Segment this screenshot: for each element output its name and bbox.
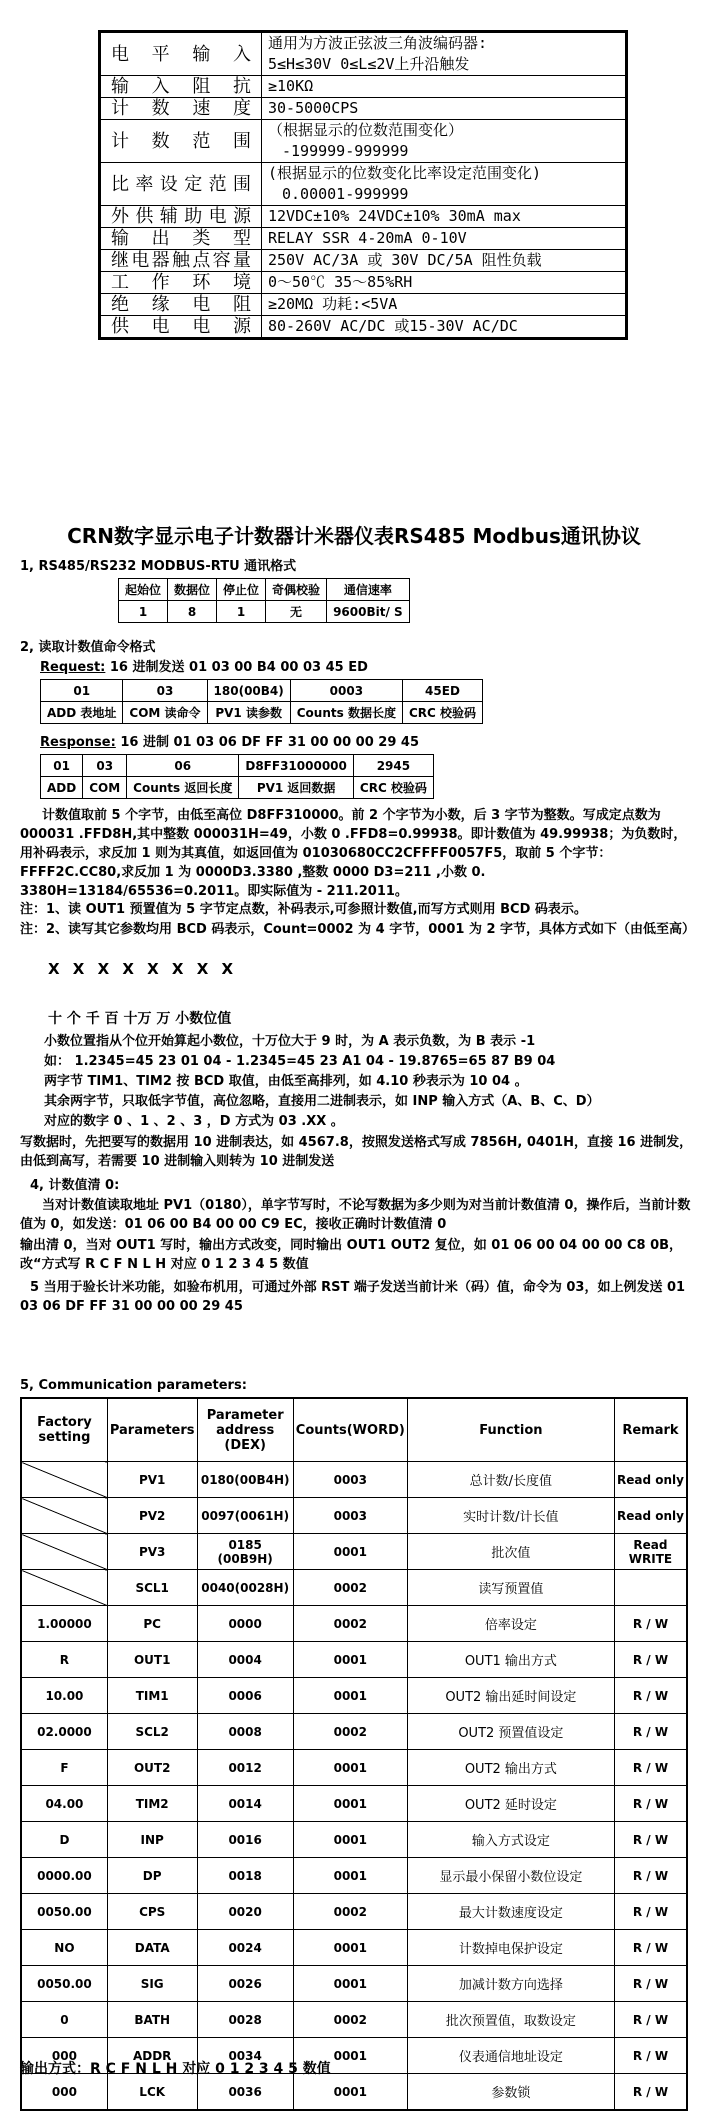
param-cell xyxy=(21,1498,107,1534)
param-cell: 0001 xyxy=(293,1930,407,1966)
para-decode: 计数值取前 5 个字节，由低至高位 D8FF310000。前 2 个字节为小数，后 3 字节为整数。写成定点数为 000031 .FFD8H,其中整数 000031H=49，小数 0 .FFD8=0.99938。即计数值为 49.99938；为负数时，用补码表示，求反加 1 则为其真值，如返回值为 01030680CC2CFFFF0057F5，取前 5 个字节：FFFF2C.CC80,求反加 1 为 0000D3.3380 ,整数 0000 D3=211 ,小数 0. 3380H=13184/65536=0.2011。即实际值为 - 211.2011。 xyxy=(20,808,687,899)
serial-header-cell: 起始位 xyxy=(119,579,168,601)
param-cell: TIM2 xyxy=(107,1786,197,1822)
param-cell: 读写预置值 xyxy=(407,1570,614,1606)
param-cell: 0002 xyxy=(293,2002,407,2038)
spec-value-line: -199999-999999 xyxy=(282,142,409,160)
param-cell: R / W xyxy=(614,1786,687,1822)
param-cell: 输入方式设定 xyxy=(407,1822,614,1858)
serial-format-table xyxy=(118,578,410,623)
param-cell: 000 xyxy=(21,2074,107,2111)
param-cell: 0000.00 xyxy=(21,1858,107,1894)
spec-value-line: RELAY SSR 4-20mA 0-10V xyxy=(268,229,467,247)
request-value-cell: 03 xyxy=(123,680,207,702)
spec-value-line: （根据显示的位数范围变化） xyxy=(268,121,464,139)
table-row xyxy=(21,1678,687,1714)
param-cell: 0050.00 xyxy=(21,1966,107,2002)
spec-value xyxy=(262,76,627,98)
response-value-cell: 03 xyxy=(83,755,127,777)
param-cell: 0001 xyxy=(293,2074,407,2111)
param-cell: R xyxy=(21,1642,107,1678)
param-header-cell: Counts(WORD) xyxy=(293,1398,407,1462)
spec-value-line: 通用为方波正弦波三角波编码器: xyxy=(268,34,488,52)
param-cell: 0026 xyxy=(197,1966,293,2002)
spec-key: 绝缘电阻 xyxy=(100,294,262,316)
param-cell: R / W xyxy=(614,2038,687,2074)
param-cell: TIM1 xyxy=(107,1678,197,1714)
param-cell: DP xyxy=(107,1858,197,1894)
param-cell: SIG xyxy=(107,1966,197,2002)
param-cell: INP xyxy=(107,1822,197,1858)
table-row xyxy=(21,1966,687,2002)
spec-key: 继电器触点容量 xyxy=(100,250,262,272)
param-cell: 0016 xyxy=(197,1822,293,1858)
param-cell: 实时计数/计长值 xyxy=(407,1498,614,1534)
serial-value-cell: 1 xyxy=(217,601,266,623)
table-row xyxy=(21,1786,687,1822)
param-cell: 04.00 xyxy=(21,1786,107,1822)
param-cell: PV2 xyxy=(107,1498,197,1534)
spec-row xyxy=(100,98,627,120)
serial-value-cell: 9600Bit/ S xyxy=(327,601,410,623)
table-row xyxy=(21,1642,687,1678)
param-cell: R / W xyxy=(614,1606,687,1642)
param-cell: 0050.00 xyxy=(21,1894,107,1930)
param-cell: 0004 xyxy=(197,1642,293,1678)
param-cell: 0012 xyxy=(197,1750,293,1786)
spec-value xyxy=(262,272,627,294)
spec-row xyxy=(100,206,627,228)
spec-value xyxy=(262,316,627,339)
param-cell: 0185 (00B9H) xyxy=(197,1534,293,1570)
request-value-cell: 180(00B4) xyxy=(207,680,290,702)
param-cell: SCL2 xyxy=(107,1714,197,1750)
spec-key: 工作环境 xyxy=(100,272,262,294)
table-row xyxy=(21,1858,687,1894)
param-cell: 0002 xyxy=(293,1570,407,1606)
spec-row xyxy=(100,294,627,316)
table-row xyxy=(21,1894,687,1930)
spec-value-line: (根据显示的位数变化比率设定范围变化) xyxy=(268,164,542,182)
response-table xyxy=(40,754,434,799)
param-cell: R / W xyxy=(614,2002,687,2038)
page-title: CRN数字显示电子计数器计米器仪表RS485 Modbus通讯协议 xyxy=(67,524,641,548)
param-cell: ADDR xyxy=(107,2038,197,2074)
param-cell: 最大计数速度设定 xyxy=(407,1894,614,1930)
param-header-cell: Parameters xyxy=(107,1398,197,1462)
param-cell: 0003 xyxy=(293,1498,407,1534)
response-value-cell: 2945 xyxy=(353,755,433,777)
table-row xyxy=(21,1930,687,1966)
param-cell: F xyxy=(21,1750,107,1786)
request-table xyxy=(40,679,483,724)
table-row xyxy=(21,1822,687,1858)
param-cell: 0002 xyxy=(293,1606,407,1642)
serial-value-cell: 8 xyxy=(168,601,217,623)
param-cell: OUT1 xyxy=(107,1642,197,1678)
spec-value xyxy=(262,32,627,76)
spec-row xyxy=(100,272,627,294)
param-cell xyxy=(614,1570,687,1606)
spec-key: 计数速度 xyxy=(100,98,262,120)
table-row xyxy=(21,1606,687,1642)
request-value-cell: 0003 xyxy=(290,680,402,702)
param-cell xyxy=(21,1534,107,1570)
request-desc-cell: Counts 数据长度 xyxy=(290,702,402,724)
param-cell: OUT2 xyxy=(107,1750,197,1786)
parameter-table xyxy=(20,1397,688,2111)
s4-heading: 4, 计数值清 0: xyxy=(30,1178,120,1193)
param-cell: 0180(00B4H) xyxy=(197,1462,293,1498)
param-cell: 0002 xyxy=(293,1714,407,1750)
spec-row xyxy=(100,250,627,272)
param-cell: BATH xyxy=(107,2002,197,2038)
response-desc-cell: CRC 校验码 xyxy=(353,777,433,799)
param-cell: 倍率设定 xyxy=(407,1606,614,1642)
response-line: Response: 16 进制 01 03 06 DF FF 31 00 00 00 29 45 xyxy=(40,735,419,750)
param-cell: 0036 xyxy=(197,2074,293,2111)
response-value-cell: 06 xyxy=(127,755,239,777)
param-cell: 0001 xyxy=(293,1858,407,1894)
spec-row xyxy=(100,120,627,163)
request-desc-cell: ADD 表地址 xyxy=(41,702,123,724)
response-desc-cell: ADD xyxy=(41,777,83,799)
request-value-cell: 45ED xyxy=(402,680,482,702)
param-cell: CPS xyxy=(107,1894,197,1930)
param-cell: Read only xyxy=(614,1462,687,1498)
param-cell: 批次值 xyxy=(407,1534,614,1570)
spec-value xyxy=(262,294,627,316)
serial-header-cell: 通信速率 xyxy=(327,579,410,601)
request-line: Request: 16 进制发送 01 03 00 B4 00 03 45 ED xyxy=(40,660,368,675)
param-cell: D xyxy=(21,1822,107,1858)
param-cell: DATA xyxy=(107,1930,197,1966)
spec-value-line: ≥10KΩ xyxy=(268,77,314,95)
param-cell: R / W xyxy=(614,1894,687,1930)
spec-value xyxy=(262,98,627,120)
spec-key: 比率设定范围 xyxy=(100,163,262,206)
spec-key: 外供辅助电源 xyxy=(100,206,262,228)
s1-heading: 1, RS485/RS232 MODBUS-RTU 通讯格式 xyxy=(20,559,297,574)
digit-names: 十 个 千 百 十万 万 小数位值 xyxy=(48,1011,232,1027)
param-header-cell: Factory setting xyxy=(21,1398,107,1462)
response-desc-cell: Counts 返回长度 xyxy=(127,777,239,799)
table-row xyxy=(21,1570,687,1606)
spec-value xyxy=(262,250,627,272)
param-cell xyxy=(21,1462,107,1498)
param-cell: 批次预置值，取数设定 xyxy=(407,2002,614,2038)
dp-note: 小数位置指从个位开始算起小数位，十万位大于 9 时，为 A 表示负数，为 B 表示 -1 xyxy=(44,1034,536,1049)
digit-pattern: X X X X X X X X xyxy=(48,960,238,978)
example: 如： 1.2345=45 23 01 04 - 1.2345=45 23 A1 04 - 19.8765=65 87 B9 04 xyxy=(44,1054,556,1069)
request-desc-cell: CRC 校验码 xyxy=(402,702,482,724)
param-cell: 0024 xyxy=(197,1930,293,1966)
s2-heading: 2, 读取计数值命令格式 xyxy=(20,640,156,655)
tim-note: 两字节 TIM1、TIM2 按 BCD 取值，由低至高排列，如 4.10 秒表示为 10 04 。 xyxy=(44,1074,528,1089)
param-cell: 1.00000 xyxy=(21,1606,107,1642)
param-cell: 0034 xyxy=(197,2038,293,2074)
spec-key: 输入阻抗 xyxy=(100,76,262,98)
param-cell: R / W xyxy=(614,1642,687,1678)
spec-key: 计数范围 xyxy=(100,120,262,163)
serial-value-cell: 无 xyxy=(266,601,327,623)
spec-value xyxy=(262,206,627,228)
spec-value xyxy=(262,163,627,206)
spec-value-line: 12VDC±10% 24VDC±10% 30mA max xyxy=(268,207,521,225)
table-row xyxy=(21,1462,687,1498)
table-row xyxy=(21,1498,687,1534)
param-cell: R / W xyxy=(614,1930,687,1966)
spec-value-line: ≥20MΩ 功耗:<5VA xyxy=(268,295,398,313)
param-cell: 0018 xyxy=(197,1858,293,1894)
param-cell: 0008 xyxy=(197,1714,293,1750)
param-cell: OUT1 输出方式 xyxy=(407,1642,614,1678)
other-note: 其余两字节，只取低字节值，高位忽略，直接用二进制表示，如 INP 输入方式（A、B、C、D） xyxy=(44,1094,600,1109)
param-cell: 0003 xyxy=(293,1462,407,1498)
serial-value-cell: 1 xyxy=(119,601,168,623)
param-cell: 0 xyxy=(21,2002,107,2038)
table-row xyxy=(21,1714,687,1750)
spec-row xyxy=(100,32,627,76)
param-cell: 显示最小保留小数位设定 xyxy=(407,1858,614,1894)
param-cell: 0001 xyxy=(293,1966,407,2002)
param-cell: 0001 xyxy=(293,1750,407,1786)
spec-value-line: 80-260V AC/DC 或15-30V AC/DC xyxy=(268,317,518,335)
other-note-2: 对应的数字 0 、1 、2 、3 ，D 方式为 03 .XX 。 xyxy=(44,1114,344,1129)
param-cell: 0001 xyxy=(293,1786,407,1822)
request-value-cell: 01 xyxy=(41,680,123,702)
s4-text: 当对计数值读取地址 PV1（0180），单字节写时，不论写数据为多少则为对当前计数值清 0，操作后，当前计数值为 0，如发送：01 06 00 B4 00 00 C9 EC，接收正确时计数值清 0 xyxy=(20,1198,691,1232)
spec-row xyxy=(100,76,627,98)
param-cell: R / W xyxy=(614,1714,687,1750)
param-cell: 0000 xyxy=(197,1606,293,1642)
spec-value xyxy=(262,120,627,163)
spec-value-line: 0～50℃ 35～85%RH xyxy=(268,273,413,291)
param-cell xyxy=(21,1570,107,1606)
param-cell: 0006 xyxy=(197,1678,293,1714)
param-cell: OUT2 输出延时间设定 xyxy=(407,1678,614,1714)
param-cell: 0028 xyxy=(197,2002,293,2038)
param-cell: 02.0000 xyxy=(21,1714,107,1750)
param-cell: LCK xyxy=(107,2074,197,2111)
footer-note: 输出方式：R C F N L H 对应 0 1 2 3 4 5 数值 xyxy=(20,2061,331,2077)
param-cell: R / W xyxy=(614,1750,687,1786)
param-cell: 总计数/长度值 xyxy=(407,1462,614,1498)
s5a-text: 5 当用于验长计米功能，如验布机用，可通过外部 RST 端子发送当前计米（码）值，命令为 03，如上例发送 01 03 06 DF FF 31 00 00 00 29 45 xyxy=(20,1280,686,1314)
spec-key: 供电电源 xyxy=(100,316,262,339)
param-cell: 参数锁 xyxy=(407,2074,614,2111)
param-cell: Read WRITE xyxy=(614,1534,687,1570)
param-cell: R / W xyxy=(614,1966,687,2002)
request-desc-cell: PV1 读参数 xyxy=(207,702,290,724)
param-cell: 0001 xyxy=(293,1534,407,1570)
response-desc-cell: COM xyxy=(83,777,127,799)
spec-key: 电平输入 xyxy=(100,32,262,76)
spec-table xyxy=(98,30,628,340)
param-cell: 0002 xyxy=(293,1894,407,1930)
response-value-cell: 01 xyxy=(41,755,83,777)
response-value-cell: D8FF31000000 xyxy=(239,755,354,777)
spec-value-line: 5≤H≤30V 0≤L≤2V上升沿触发 xyxy=(268,55,470,73)
serial-header-cell: 奇偶校验 xyxy=(266,579,327,601)
param-cell: 000 xyxy=(21,2038,107,2074)
spec-row xyxy=(100,316,627,339)
param-cell: OUT2 延时设定 xyxy=(407,1786,614,1822)
param-cell: 0001 xyxy=(293,1642,407,1678)
param-cell: 0001 xyxy=(293,1678,407,1714)
serial-header-cell: 停止位 xyxy=(217,579,266,601)
spec-row xyxy=(100,228,627,250)
param-cell: 0001 xyxy=(293,2038,407,2074)
param-cell: OUT2 输出方式 xyxy=(407,1750,614,1786)
spec-value-line: 30-5000CPS xyxy=(268,99,359,117)
serial-header-cell: 数据位 xyxy=(168,579,217,601)
response-desc-cell: PV1 返回数据 xyxy=(239,777,354,799)
table-row xyxy=(21,2002,687,2038)
param-cell: R / W xyxy=(614,1858,687,1894)
param-header-cell: Parameter address (DEX) xyxy=(197,1398,293,1462)
s5-heading: 5, Communication parameters: xyxy=(20,1378,247,1393)
param-cell: Read only xyxy=(614,1498,687,1534)
param-cell: PV3 xyxy=(107,1534,197,1570)
param-cell: 0014 xyxy=(197,1786,293,1822)
param-cell: 0097(0061H) xyxy=(197,1498,293,1534)
note-1: 注：1、读 OUT1 预置值为 5 字节定点数，补码表示,可参照计数值,而写方式则用 BCD 码表示。 xyxy=(20,902,587,917)
param-cell: PC xyxy=(107,1606,197,1642)
param-cell: NO xyxy=(21,1930,107,1966)
param-cell: OUT2 预置值设定 xyxy=(407,1714,614,1750)
spec-key: 输出类型 xyxy=(100,228,262,250)
param-header-cell: Function xyxy=(407,1398,614,1462)
table-row xyxy=(21,1534,687,1570)
param-cell: PV1 xyxy=(107,1462,197,1498)
param-cell: 计数掉电保护设定 xyxy=(407,1930,614,1966)
param-cell: 0040(0028H) xyxy=(197,1570,293,1606)
param-cell: 0001 xyxy=(293,1822,407,1858)
spec-row xyxy=(100,163,627,206)
spec-value-line: 250V AC/3A 或 30V DC/5A 阻性负载 xyxy=(268,251,542,269)
table-row xyxy=(21,1750,687,1786)
note-2: 注：2、读写其它参数均用 BCD 码表示，Count=0002 为 4 字节，0001 为 2 字节，具体方式如下（由低至高） xyxy=(20,922,696,937)
param-cell: 加减计数方向选择 xyxy=(407,1966,614,2002)
param-header-cell: Remark xyxy=(614,1398,687,1462)
param-cell: SCL1 xyxy=(107,1570,197,1606)
s4-text-2: 输出清 0，当对 OUT1 写时，输出方式改变，同时输出 OUT1 OUT2 复位，如 01 06 00 04 00 00 C8 0B，改“方式写 R C F N L H 对应 0 1 2 3 4 5 数值 xyxy=(20,1238,683,1272)
param-cell: 仪表通信地址设定 xyxy=(407,2038,614,2074)
spec-value-line: 0.00001-999999 xyxy=(282,185,409,203)
request-desc-cell: COM 读命令 xyxy=(123,702,207,724)
param-cell: R / W xyxy=(614,1822,687,1858)
param-cell: R / W xyxy=(614,2074,687,2111)
param-cell: 0020 xyxy=(197,1894,293,1930)
param-cell: R / W xyxy=(614,1678,687,1714)
write-note: 写数据时，先把要写的数据用 10 进制表达，如 4567.8，按照发送格式写成 7856H, 0401H，直接 16 进制发，由低到高写，若需要 10 进制输入则转为 10 进制发送 xyxy=(20,1135,693,1169)
spec-value xyxy=(262,228,627,250)
param-cell: 10.00 xyxy=(21,1678,107,1714)
